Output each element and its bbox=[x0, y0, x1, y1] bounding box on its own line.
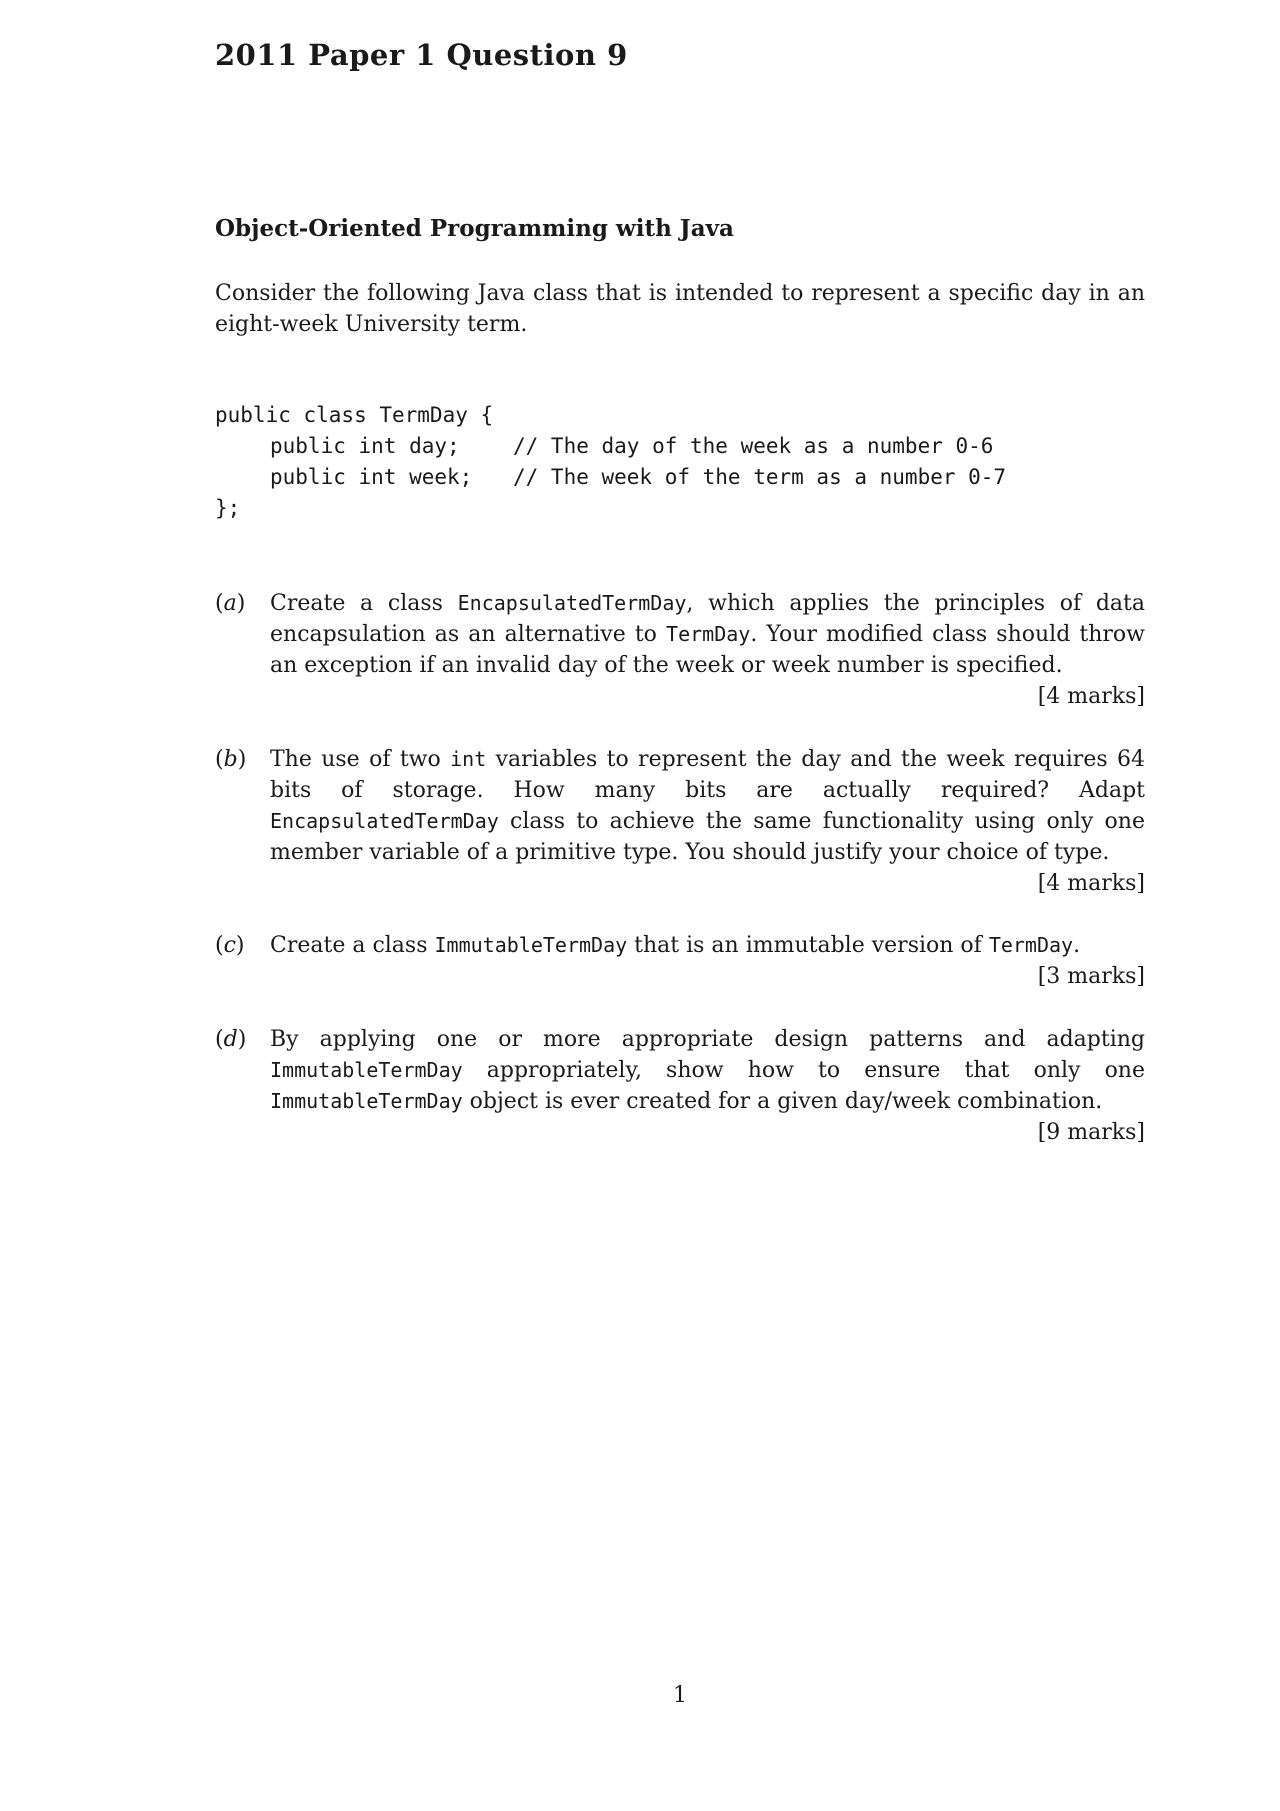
question-b bbox=[215, 744, 1145, 899]
code-listing bbox=[215, 400, 1007, 524]
code-line-1: public class TermDay { bbox=[215, 403, 494, 427]
question-b-label: (b) bbox=[215, 747, 247, 772]
question-b-body: The use of two int variables to represent the day and the week requires 64 bits of storage. How many bits are actually required? Adapt EncapsulatedTermDay class to achieve the same functionality using only one member variable of a primitive type. You should justify your choice of type. [4 marks] bbox=[270, 744, 1145, 899]
question-c-body: Create a class ImmutableTermDay that is an immutable version of TermDay. [3 marks] bbox=[270, 930, 1145, 992]
intro-paragraph: Consider the following Java class that is intended to represent a specific day in an eight-week University term. bbox=[215, 281, 1145, 337]
code-line-3 bbox=[215, 462, 1007, 493]
code-line-2-code: public int day; bbox=[270, 434, 460, 458]
question-a bbox=[215, 588, 1145, 712]
question-c bbox=[215, 930, 1145, 992]
section-title: Object-Oriented Programming with Java bbox=[215, 215, 734, 242]
code-line-2-comment: // The day of the week as a number 0-6 bbox=[513, 434, 994, 458]
question-a-body: Create a class EncapsulatedTermDay, which applies the principles of data encapsulation as an alternative to TermDay. Your modified class should throw an exception if an invalid day of the week or week number is specified. [4 marks] bbox=[270, 588, 1145, 712]
code-line-3-comment: // The week of the term as a number 0-7 bbox=[513, 465, 1007, 489]
code-line-2 bbox=[215, 431, 994, 462]
question-b-marks: [4 marks] bbox=[1037, 871, 1145, 896]
page-title: 2011 Paper 1 Question 9 bbox=[215, 38, 628, 72]
code-line-4: }; bbox=[215, 496, 241, 520]
page-number: 1 bbox=[673, 1683, 687, 1708]
question-c-label: (c) bbox=[215, 933, 245, 958]
code-line-3-code: public int week; bbox=[270, 465, 473, 489]
question-d-body: By applying one or more appropriate design patterns and adapting ImmutableTermDay appropriately, show how to ensure that only one ImmutableTermDay object is ever created for a given day/week combination. [9 marks] bbox=[270, 1024, 1145, 1148]
question-d-label: (d) bbox=[215, 1027, 247, 1052]
question-c-marks: [3 marks] bbox=[1037, 964, 1145, 989]
question-a-marks: [4 marks] bbox=[1037, 684, 1145, 709]
question-d-marks: [9 marks] bbox=[1037, 1120, 1145, 1145]
question-d bbox=[215, 1024, 1145, 1148]
question-a-label: (a) bbox=[215, 591, 246, 616]
